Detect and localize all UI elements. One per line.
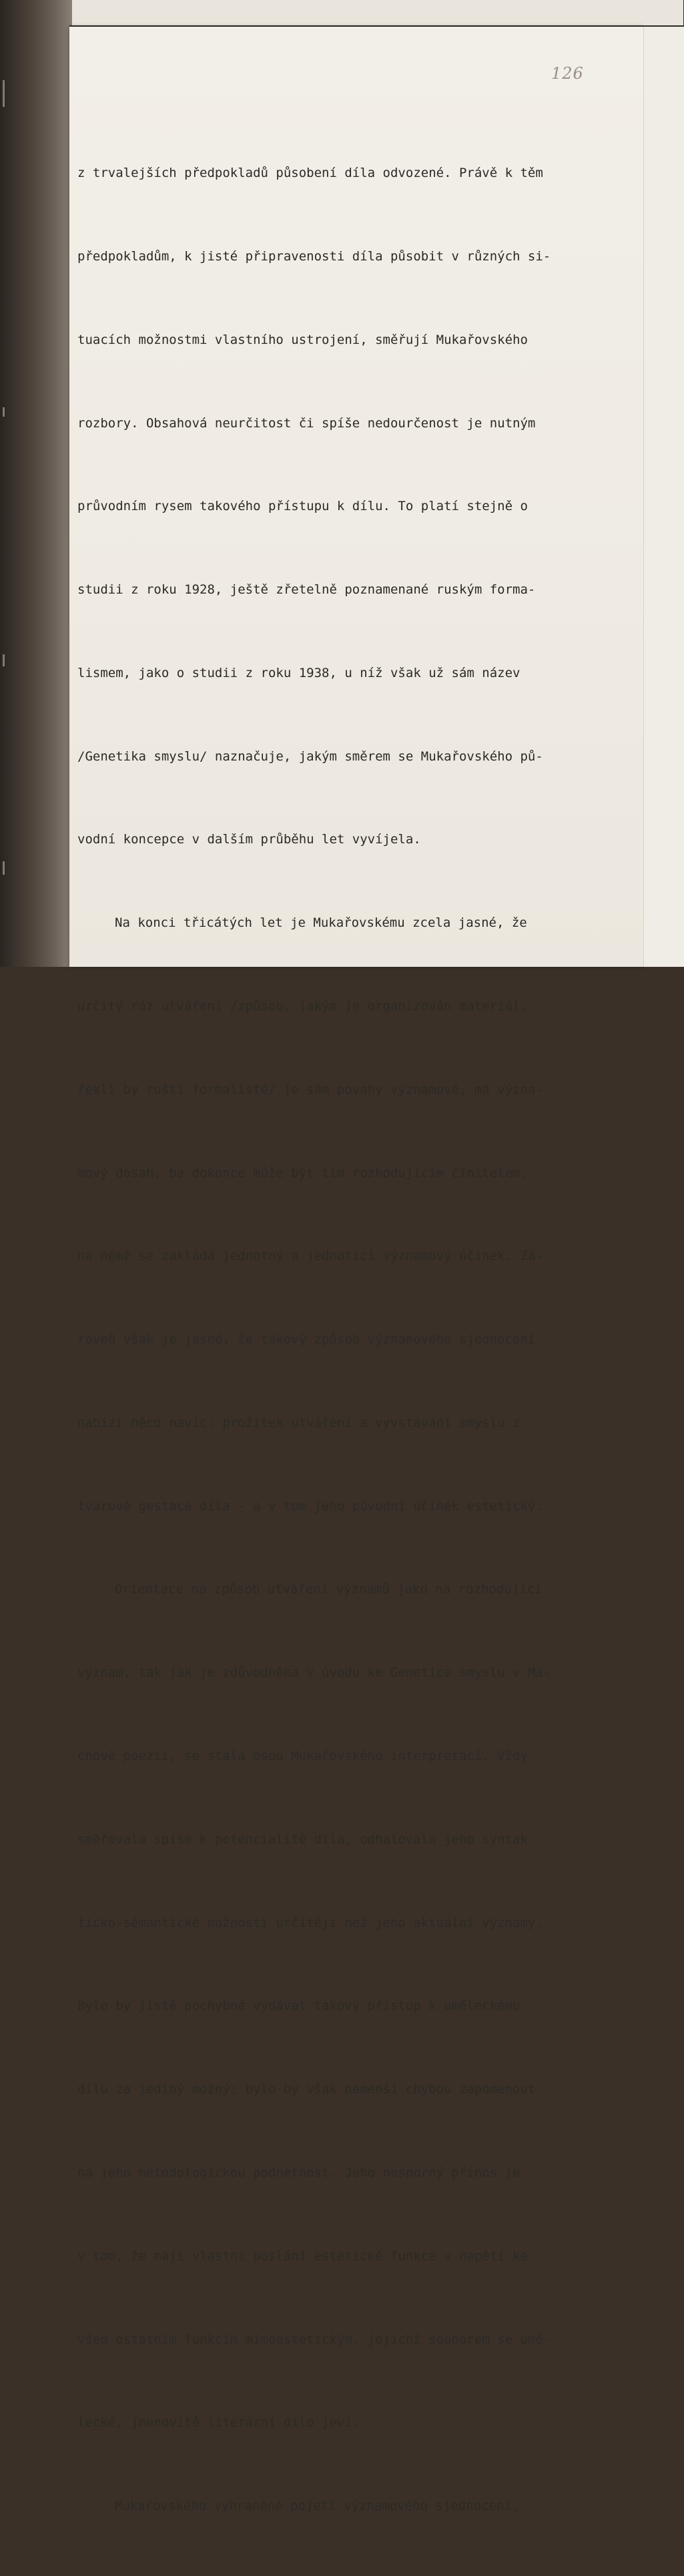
- text-line: ticko-sémantické možnosti určitěji než jeho aktuální významy.: [77, 1915, 543, 1930]
- text-line: z trvalejších předpokladů působení díla odvozené. Právě k těm: [77, 166, 543, 181]
- text-line: všem ostatním funkcím mimoestetickým, jejichž souborem se umě-: [77, 2332, 551, 2347]
- right-margin-strip: [643, 27, 684, 967]
- text-line: studii z roku 1928, ještě zřetelně poznamenané ruským forma-: [77, 582, 536, 598]
- text-line: Mukařovského vyhraněné pojetí významového sjednocení,: [115, 2499, 520, 2514]
- binding-mark: [3, 407, 5, 417]
- text-line: průvodním rysem takového přístupu k dílu. To platí stejně o: [77, 499, 528, 514]
- text-line: /Genetika smyslu/ naznačuje, jakým směrem se Mukařovského pů-: [77, 748, 543, 764]
- text-line: vodní koncepce v dalším průběhu let vyvíjela.: [77, 832, 421, 847]
- text-line: Orientace na způsob utváření významů jako na rozhodující: [115, 1582, 543, 1597]
- text-line: rozbory. Obsahová neurčitost či spíše nedourčenost je nutným: [77, 415, 536, 431]
- text-line: nabízí něco navíc: prožitek utváření a vyvstávání smyslu z: [77, 1415, 521, 1430]
- text-line: chově poezii, se stala osou Mukařovského interpretací. Vždy: [77, 1749, 528, 1764]
- text-line: význam, tak jak je zdůvodněna v úvodu ke Genetice smyslu v Má-: [77, 1665, 551, 1681]
- binding-mark: [3, 654, 5, 666]
- text-line: lecké, jmenovitě literární dílo jeví.: [77, 2415, 360, 2430]
- text-line: lismem, jako o studii z roku 1938, u níž však už sám název: [77, 665, 521, 680]
- text-line: na němž se zakládá jednotný a jednotící významový účinek. Zá-: [77, 1249, 543, 1264]
- text-line: určitý ráz utváření /způsob, jakým je organizován materiál,: [77, 999, 528, 1014]
- text-line: roveň však je jasné, že takový způsob významového sjednocení: [77, 1332, 536, 1347]
- text-line: v tom, že mají vlastní poslání estetické funkce v napětí ke: [77, 2248, 528, 2264]
- text-line: na jeho metodologickou podnětnost. Jeho nesporný přínos je: [77, 2165, 521, 2180]
- text-line: mový dosah, ba dokonce může být tím rozhodujícím činitelem,: [77, 1165, 528, 1180]
- text-line: řekli by ruští formalisté/ je sám povahy významové, má význa-: [77, 1082, 543, 1097]
- typewritten-text: [77, 104, 605, 2576]
- text-line: Na konci třicátých let je Mukařovskému zcela jasné, že: [115, 915, 527, 931]
- text-line: dílu za jediný možný; bylo by však nemenší chybou zapomenout: [77, 2082, 536, 2097]
- text-line: tuacích možnostmi vlastního ustrojení, směřují Mukařovského: [77, 332, 528, 347]
- binding-mark: [3, 80, 5, 107]
- page-number: 126: [551, 64, 584, 83]
- binding-edge: [0, 0, 72, 967]
- binding-mark: [3, 861, 5, 875]
- text-line: Bylo by jistě pochybné vydávat takový přístup k uměleckému: [77, 1998, 521, 2014]
- text-line: směřovala spíše k potencialitě díla, odhalovala jeho syntak-: [77, 1832, 536, 1847]
- text-line: předpokladům, k jisté připravenosti díla působit v různých si-: [77, 248, 551, 264]
- text-line: tvarové gestace díla - a v tom jeho původní účinek estetický.: [77, 1498, 543, 1514]
